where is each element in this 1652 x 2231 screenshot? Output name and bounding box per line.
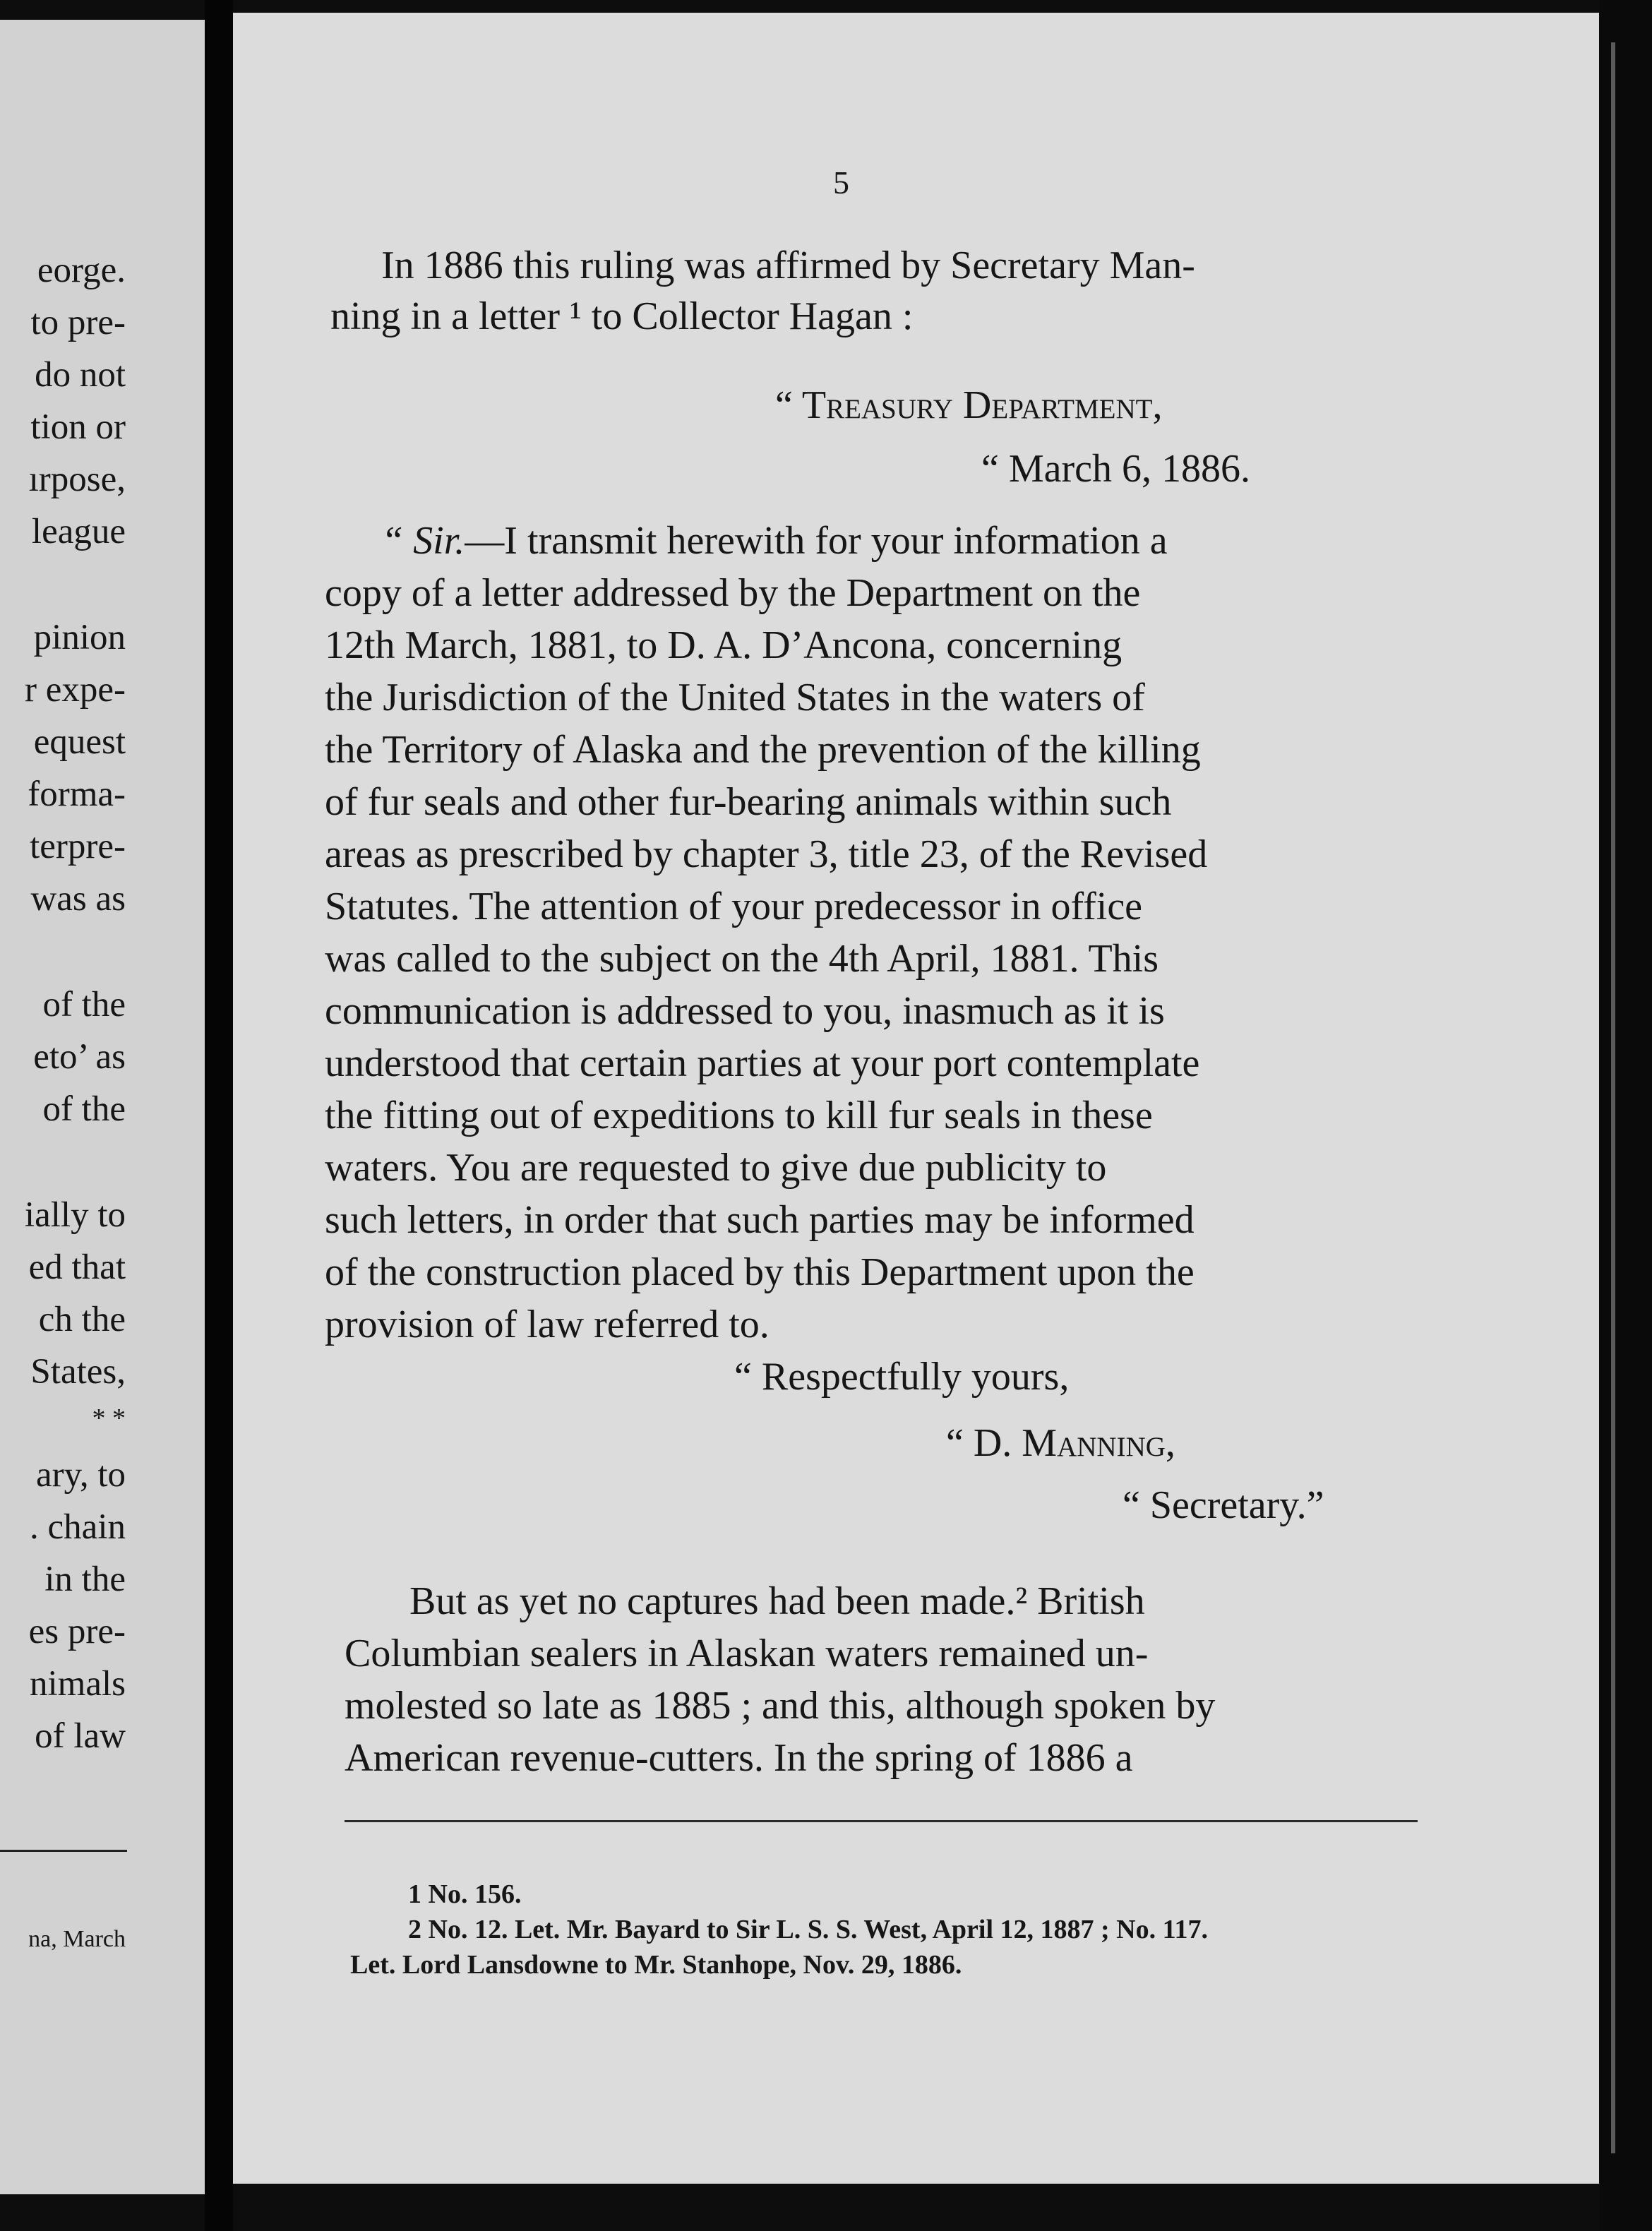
left-page-line: ırpose,	[28, 460, 126, 499]
letter-line: of fur seals and other fur-bearing animals within such	[325, 780, 1172, 824]
body-line: But as yet no captures had been made.² British	[409, 1579, 1145, 1623]
left-page-line: to pre-	[30, 303, 126, 342]
intro-line: ning in a letter ¹ to Collector Hagan :	[330, 294, 914, 338]
letter-line: Statutes. The attention of your predecessor in office	[325, 885, 1143, 928]
left-page-line: of the	[42, 985, 126, 1024]
letter-line: was called to the subject on the 4th April, 1881. This	[325, 937, 1159, 981]
left-page-line: ed that	[28, 1248, 126, 1287]
footnote: 1 No. 156.	[408, 1879, 522, 1909]
left-page-footnote: na, March	[28, 1926, 126, 1952]
body-line: American revenue-cutters. In the spring of 1886 a	[345, 1736, 1133, 1780]
left-page-line: . chain	[30, 1507, 126, 1547]
left-facing-page	[0, 20, 205, 2194]
page-edge	[1599, 0, 1652, 2231]
left-page-line: ary, to	[36, 1455, 126, 1495]
left-page-line: of the	[42, 1089, 126, 1129]
book-spine	[205, 0, 233, 2231]
left-page-line: terpre-	[30, 827, 126, 866]
letter-line: of the construction placed by this Department upon the	[325, 1250, 1195, 1294]
letter-closing: “ Respectfully yours,	[734, 1355, 1070, 1399]
left-page-line: ch the	[38, 1300, 126, 1339]
footnote-rule	[345, 1820, 1418, 1822]
left-page-line: equest	[33, 722, 126, 762]
letter-salutation: “ Sir.	[381, 519, 465, 563]
letter-line: the Territory of Alaska and the prevention of the killing	[325, 728, 1201, 772]
page-number: 5	[833, 165, 849, 201]
left-page-line: was as	[30, 879, 126, 919]
left-page-line: tion or	[30, 407, 126, 447]
letter-line: communication is addressed to you, inasmuch as it is	[325, 989, 1165, 1033]
left-page-line: r expe-	[25, 670, 126, 710]
footnote: 2 No. 12. Let. Mr. Bayard to Sir L. S. S. West, April 12, 1887 ; No. 117.	[408, 1915, 1209, 1944]
left-page-line: * *	[92, 1404, 126, 1433]
left-page-line: eorge.	[37, 251, 126, 290]
body-line: molested so late as 1885 ; and this, although spoken by	[345, 1684, 1216, 1728]
footnote: Let. Lord Lansdowne to Mr. Stanhope, Nov. 29, 1886.	[350, 1950, 962, 1980]
letter-line: waters. You are requested to give due publicity to	[325, 1146, 1107, 1190]
intro-line: In 1886 this ruling was affirmed by Secretary Man-	[381, 244, 1195, 287]
letter-line: the Jurisdiction of the United States in the waters of	[325, 676, 1145, 719]
letter-line: areas as prescribed by chapter 3, title 23, of the Revised	[325, 832, 1208, 876]
left-page-line: eto’ as	[33, 1037, 126, 1077]
letter-signature: “ D. Manning,	[946, 1421, 1175, 1465]
left-page-line: league	[31, 512, 126, 551]
letter-line: provision of law referred to.	[325, 1303, 770, 1346]
left-page-line: in the	[44, 1560, 126, 1599]
letter-text: —I transmit herewith for your information a	[465, 519, 1168, 563]
letter-first-line	[381, 521, 1168, 561]
letter-line: 12th March, 1881, to D. A. D’Ancona, concerning	[325, 623, 1123, 667]
left-page-line: ially to	[24, 1195, 126, 1235]
signature-title: “ Secretary.”	[1123, 1483, 1324, 1527]
left-page-line: pinion	[33, 618, 126, 657]
letter-heading: “ Treasury Department,	[775, 383, 1163, 427]
letter-line: the fitting out of expeditions to kill fur seals in these	[325, 1094, 1153, 1137]
body-line: Columbian sealers in Alaskan waters remained un-	[345, 1632, 1149, 1675]
left-page-line: do not	[35, 355, 126, 395]
letter-line: copy of a letter addressed by the Department on the	[325, 571, 1141, 615]
left-page-line: forma-	[28, 774, 126, 814]
letter-line: such letters, in order that such parties may be informed	[325, 1198, 1195, 1242]
page-edge-line	[1611, 42, 1615, 2153]
left-page-line: of law	[35, 1716, 126, 1756]
left-footnote-rule	[0, 1850, 127, 1852]
left-page-line: States,	[30, 1352, 126, 1392]
letter-date: “ March 6, 1886.	[981, 447, 1251, 491]
left-page-line: nimals	[30, 1664, 126, 1704]
left-page-line: es pre-	[28, 1612, 126, 1651]
letter-line: understood that certain parties at your port contemplate	[325, 1041, 1200, 1085]
